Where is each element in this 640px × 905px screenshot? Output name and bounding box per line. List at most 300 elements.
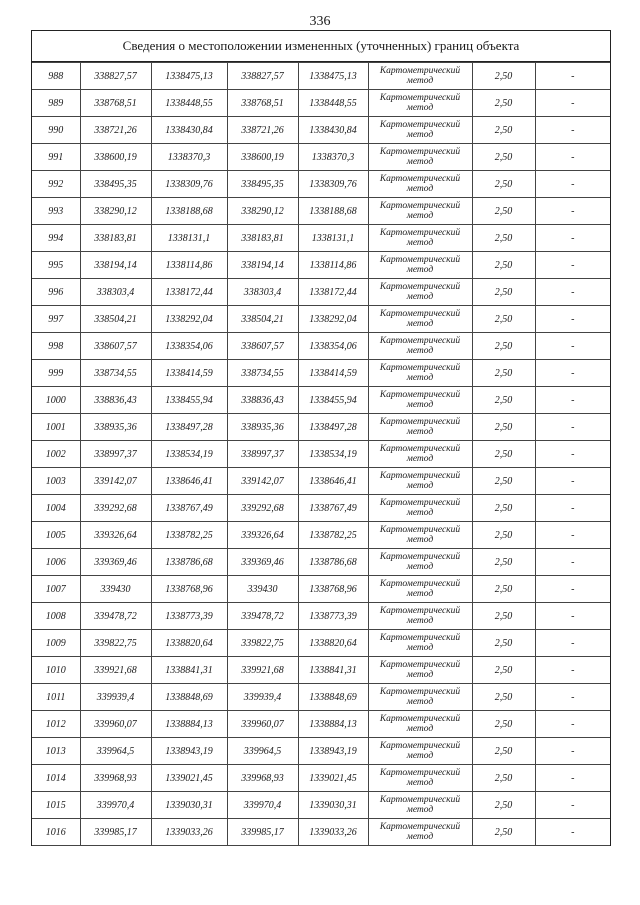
x-new-cell: 339921,68 [227,657,298,684]
accuracy-cell: 2,50 [472,360,535,387]
y-new-cell: 1338475,13 [298,63,368,90]
x-existing-cell: 339822,75 [80,630,151,657]
y-existing-cell: 1339021,45 [151,765,227,792]
table-row [32,657,610,684]
method-line-1: Картометрический [379,417,461,427]
x-new-cell: 338734,55 [227,360,298,387]
y-existing-cell: 1338782,25 [151,522,227,549]
y-existing-cell: 1338848,69 [151,684,227,711]
table-row [32,441,610,468]
table-row [32,333,610,360]
method-line-2: метод [406,616,434,626]
x-new-cell: 339939,4 [227,684,298,711]
method-line-1: Картометрический [379,147,461,157]
x-existing-cell: 338734,55 [80,360,151,387]
table-row [32,144,610,171]
point-number-cell: 1015 [32,792,80,819]
point-number-cell: 993 [32,198,80,225]
accuracy-cell: 2,50 [472,684,535,711]
method-line-2: метод [406,751,434,761]
x-new-cell: 338495,35 [227,171,298,198]
method-cell [368,306,472,333]
y-existing-cell: 1338414,59 [151,360,227,387]
note-cell: - [535,306,610,333]
x-new-cell: 338836,43 [227,387,298,414]
method-line-1: Картометрический [379,633,461,643]
method-line-2: метод [406,535,434,545]
y-new-cell: 1338534,19 [298,441,368,468]
y-existing-cell: 1338475,13 [151,63,227,90]
table-row [32,603,610,630]
x-new-cell: 339822,75 [227,630,298,657]
y-existing-cell: 1338131,1 [151,225,227,252]
y-existing-cell: 1338943,19 [151,738,227,765]
note-cell: - [535,657,610,684]
y-new-cell: 1338455,94 [298,387,368,414]
table-row [32,306,610,333]
method-line-1: Картометрический [379,93,461,103]
method-cell [368,252,472,279]
x-new-cell: 339369,46 [227,549,298,576]
method-line-1: Картометрический [379,120,461,130]
y-existing-cell: 1338646,41 [151,468,227,495]
y-existing-cell: 1338292,04 [151,306,227,333]
table-row [32,90,610,117]
note-cell: - [535,711,610,738]
x-existing-cell: 339970,4 [80,792,151,819]
x-new-cell: 338600,19 [227,144,298,171]
method-line-2: метод [406,373,434,383]
method-line-1: Картометрический [379,336,461,346]
x-new-cell: 338504,21 [227,306,298,333]
method-cell [368,63,472,90]
method-line-1: Картометрический [379,552,461,562]
accuracy-cell: 2,50 [472,387,535,414]
accuracy-cell: 2,50 [472,225,535,252]
method-line-2: метод [406,76,434,86]
x-existing-cell: 339960,07 [80,711,151,738]
point-number-cell: 995 [32,252,80,279]
point-number-cell: 1002 [32,441,80,468]
accuracy-cell: 2,50 [472,576,535,603]
y-existing-cell: 1339030,31 [151,792,227,819]
method-line-2: метод [406,238,434,248]
x-existing-cell: 339921,68 [80,657,151,684]
table-row [32,171,610,198]
method-line-1: Картометрический [379,66,461,76]
x-existing-cell: 339968,93 [80,765,151,792]
accuracy-cell: 2,50 [472,495,535,522]
method-line-1: Картометрический [379,687,461,697]
y-new-cell: 1338172,44 [298,279,368,306]
x-new-cell: 338194,14 [227,252,298,279]
table-body [32,63,610,846]
method-line-2: метод [406,292,434,302]
point-number-cell: 991 [32,144,80,171]
point-number-cell: 1014 [32,765,80,792]
coordinates-table-frame [31,30,611,846]
method-line-2: метод [406,130,434,140]
method-line-1: Картометрический [379,390,461,400]
table-row [32,63,610,90]
point-number-cell: 989 [32,90,80,117]
accuracy-cell: 2,50 [472,468,535,495]
method-cell [368,684,472,711]
accuracy-cell: 2,50 [472,711,535,738]
x-new-cell: 339430 [227,576,298,603]
y-new-cell: 1338354,06 [298,333,368,360]
x-existing-cell: 338600,19 [80,144,151,171]
point-number-cell: 988 [32,63,80,90]
table-row [32,711,610,738]
accuracy-cell: 2,50 [472,279,535,306]
point-number-cell: 999 [32,360,80,387]
method-cell [368,765,472,792]
note-cell: - [535,117,610,144]
x-new-cell: 339960,07 [227,711,298,738]
x-existing-cell: 339369,46 [80,549,151,576]
method-line-1: Картометрический [379,525,461,535]
method-line-1: Картометрический [379,768,461,778]
x-new-cell: 339326,64 [227,522,298,549]
y-existing-cell: 1338448,55 [151,90,227,117]
x-existing-cell: 339292,68 [80,495,151,522]
y-existing-cell: 1338773,39 [151,603,227,630]
y-new-cell: 1338448,55 [298,90,368,117]
table-row [32,468,610,495]
method-cell [368,819,472,846]
method-line-2: метод [406,157,434,167]
y-existing-cell: 1339033,26 [151,819,227,846]
y-new-cell: 1338309,76 [298,171,368,198]
note-cell: - [535,522,610,549]
accuracy-cell: 2,50 [472,306,535,333]
method-line-1: Картометрический [379,174,461,184]
y-new-cell: 1338188,68 [298,198,368,225]
point-number-cell: 1011 [32,684,80,711]
note-cell: - [535,252,610,279]
x-existing-cell: 339985,17 [80,819,151,846]
method-cell [368,792,472,819]
x-existing-cell: 338836,43 [80,387,151,414]
y-existing-cell: 1338114,86 [151,252,227,279]
x-existing-cell: 338183,81 [80,225,151,252]
method-line-2: метод [406,832,434,842]
method-line-2: метод [406,346,434,356]
method-line-2: метод [406,589,434,599]
x-new-cell: 339964,5 [227,738,298,765]
note-cell: - [535,198,610,225]
x-existing-cell: 338504,21 [80,306,151,333]
method-cell [368,387,472,414]
point-number-cell: 994 [32,225,80,252]
y-new-cell: 1338114,86 [298,252,368,279]
x-new-cell: 339985,17 [227,819,298,846]
x-new-cell: 338607,57 [227,333,298,360]
method-line-2: метод [406,643,434,653]
point-number-cell: 1000 [32,387,80,414]
method-line-2: метод [406,697,434,707]
method-line-2: метод [406,184,434,194]
y-existing-cell: 1338430,84 [151,117,227,144]
accuracy-cell: 2,50 [472,819,535,846]
method-cell [368,468,472,495]
x-new-cell: 338721,26 [227,117,298,144]
table-row [32,198,610,225]
table-row [32,252,610,279]
y-new-cell: 1338646,41 [298,468,368,495]
x-new-cell: 338290,12 [227,198,298,225]
y-new-cell: 1339033,26 [298,819,368,846]
method-line-2: метод [406,265,434,275]
y-new-cell: 1338884,13 [298,711,368,738]
method-cell [368,333,472,360]
note-cell: - [535,549,610,576]
method-line-2: метод [406,670,434,680]
y-existing-cell: 1338884,13 [151,711,227,738]
table-caption: Сведения о местоположении измененных (уточненных) границ объекта [32,31,610,62]
table-row [32,819,610,846]
note-cell: - [535,90,610,117]
point-number-cell: 1004 [32,495,80,522]
x-new-cell: 339970,4 [227,792,298,819]
note-cell: - [535,495,610,522]
table-row [32,630,610,657]
point-number-cell: 1003 [32,468,80,495]
point-number-cell: 992 [32,171,80,198]
point-number-cell: 998 [32,333,80,360]
table-row [32,387,610,414]
y-new-cell: 1338414,59 [298,360,368,387]
table-row [32,792,610,819]
method-line-2: метод [406,319,434,329]
note-cell: - [535,144,610,171]
method-line-1: Картометрический [379,444,461,454]
method-cell [368,279,472,306]
method-cell [368,144,472,171]
accuracy-cell: 2,50 [472,117,535,144]
method-line-1: Картометрический [379,282,461,292]
accuracy-cell: 2,50 [472,792,535,819]
method-cell [368,414,472,441]
method-line-1: Картометрический [379,579,461,589]
x-existing-cell: 338290,12 [80,198,151,225]
x-new-cell: 339292,68 [227,495,298,522]
y-existing-cell: 1338172,44 [151,279,227,306]
method-cell [368,360,472,387]
method-line-2: метод [406,778,434,788]
method-cell [368,441,472,468]
table-row [32,576,610,603]
method-line-1: Картометрический [379,471,461,481]
accuracy-cell: 2,50 [472,198,535,225]
method-line-2: метод [406,562,434,572]
y-new-cell: 1338497,28 [298,414,368,441]
method-line-1: Картометрический [379,201,461,211]
note-cell: - [535,765,610,792]
y-new-cell: 1338131,1 [298,225,368,252]
page-number: 336 [309,14,331,29]
y-new-cell: 1338292,04 [298,306,368,333]
accuracy-cell: 2,50 [472,630,535,657]
x-existing-cell: 338194,14 [80,252,151,279]
method-cell [368,630,472,657]
method-line-2: метод [406,454,434,464]
method-line-1: Картометрический [379,741,461,751]
y-existing-cell: 1338767,49 [151,495,227,522]
point-number-cell: 1009 [32,630,80,657]
method-cell [368,90,472,117]
table-row [32,684,610,711]
table-row [32,738,610,765]
method-cell [368,225,472,252]
note-cell: - [535,684,610,711]
accuracy-cell: 2,50 [472,765,535,792]
table-row [32,279,610,306]
method-cell [368,495,472,522]
note-cell: - [535,333,610,360]
x-existing-cell: 339964,5 [80,738,151,765]
x-existing-cell: 338607,57 [80,333,151,360]
y-existing-cell: 1338786,68 [151,549,227,576]
table-row [32,549,610,576]
accuracy-cell: 2,50 [472,549,535,576]
accuracy-cell: 2,50 [472,252,535,279]
method-line-1: Картометрический [379,795,461,805]
note-cell: - [535,414,610,441]
table-row [32,360,610,387]
table-row [32,522,610,549]
accuracy-cell: 2,50 [472,657,535,684]
x-existing-cell: 338935,36 [80,414,151,441]
y-new-cell: 1338767,49 [298,495,368,522]
point-number-cell: 990 [32,117,80,144]
method-line-1: Картометрический [379,606,461,616]
method-line-1: Картометрический [379,255,461,265]
y-existing-cell: 1338370,3 [151,144,227,171]
y-existing-cell: 1338820,64 [151,630,227,657]
method-line-2: метод [406,481,434,491]
y-new-cell: 1338370,3 [298,144,368,171]
accuracy-cell: 2,50 [472,333,535,360]
y-existing-cell: 1338188,68 [151,198,227,225]
method-line-1: Картометрический [379,363,461,373]
method-line-2: метод [406,805,434,815]
x-new-cell: 338303,4 [227,279,298,306]
method-line-2: метод [406,724,434,734]
y-new-cell: 1338768,96 [298,576,368,603]
note-cell: - [535,279,610,306]
y-existing-cell: 1338768,96 [151,576,227,603]
coordinates-table [32,62,610,846]
x-existing-cell: 339478,72 [80,603,151,630]
note-cell: - [535,387,610,414]
point-number-cell: 1001 [32,414,80,441]
x-existing-cell: 339326,64 [80,522,151,549]
x-new-cell: 338183,81 [227,225,298,252]
accuracy-cell: 2,50 [472,90,535,117]
table-row [32,117,610,144]
y-new-cell: 1338786,68 [298,549,368,576]
method-cell [368,603,472,630]
x-existing-cell: 339142,07 [80,468,151,495]
x-new-cell: 339968,93 [227,765,298,792]
method-line-2: метод [406,427,434,437]
accuracy-cell: 2,50 [472,414,535,441]
note-cell: - [535,171,610,198]
method-cell [368,198,472,225]
method-line-2: метод [406,103,434,113]
method-line-1: Картометрический [379,228,461,238]
accuracy-cell: 2,50 [472,171,535,198]
point-number-cell: 1007 [32,576,80,603]
table-row [32,765,610,792]
note-cell: - [535,630,610,657]
x-new-cell: 338997,37 [227,441,298,468]
x-existing-cell: 339939,4 [80,684,151,711]
y-existing-cell: 1338309,76 [151,171,227,198]
x-existing-cell: 338303,4 [80,279,151,306]
y-new-cell: 1338430,84 [298,117,368,144]
y-new-cell: 1338943,19 [298,738,368,765]
method-line-1: Картометрический [379,498,461,508]
x-existing-cell: 338827,57 [80,63,151,90]
y-new-cell: 1338782,25 [298,522,368,549]
accuracy-cell: 2,50 [472,738,535,765]
method-cell [368,576,472,603]
method-line-2: метод [406,508,434,518]
note-cell: - [535,792,610,819]
method-line-2: метод [406,211,434,221]
method-cell [368,657,472,684]
point-number-cell: 997 [32,306,80,333]
method-line-1: Картометрический [379,822,461,832]
note-cell: - [535,738,610,765]
point-number-cell: 1010 [32,657,80,684]
note-cell: - [535,225,610,252]
x-existing-cell: 338495,35 [80,171,151,198]
method-cell [368,522,472,549]
method-line-1: Картометрический [379,660,461,670]
point-number-cell: 1012 [32,711,80,738]
note-cell: - [535,468,610,495]
x-new-cell: 338935,36 [227,414,298,441]
note-cell: - [535,603,610,630]
y-new-cell: 1338773,39 [298,603,368,630]
x-new-cell: 338768,51 [227,90,298,117]
table-row [32,225,610,252]
accuracy-cell: 2,50 [472,441,535,468]
point-number-cell: 1008 [32,603,80,630]
note-cell: - [535,441,610,468]
note-cell: - [535,576,610,603]
point-number-cell: 1013 [32,738,80,765]
y-new-cell: 1338820,64 [298,630,368,657]
method-line-1: Картометрический [379,714,461,724]
point-number-cell: 996 [32,279,80,306]
accuracy-cell: 2,50 [472,603,535,630]
method-line-1: Картометрический [379,309,461,319]
y-existing-cell: 1338534,19 [151,441,227,468]
table-row [32,495,610,522]
point-number-cell: 1016 [32,819,80,846]
y-existing-cell: 1338455,94 [151,387,227,414]
method-cell [368,117,472,144]
x-new-cell: 339478,72 [227,603,298,630]
method-cell [368,711,472,738]
y-existing-cell: 1338354,06 [151,333,227,360]
method-cell [368,738,472,765]
